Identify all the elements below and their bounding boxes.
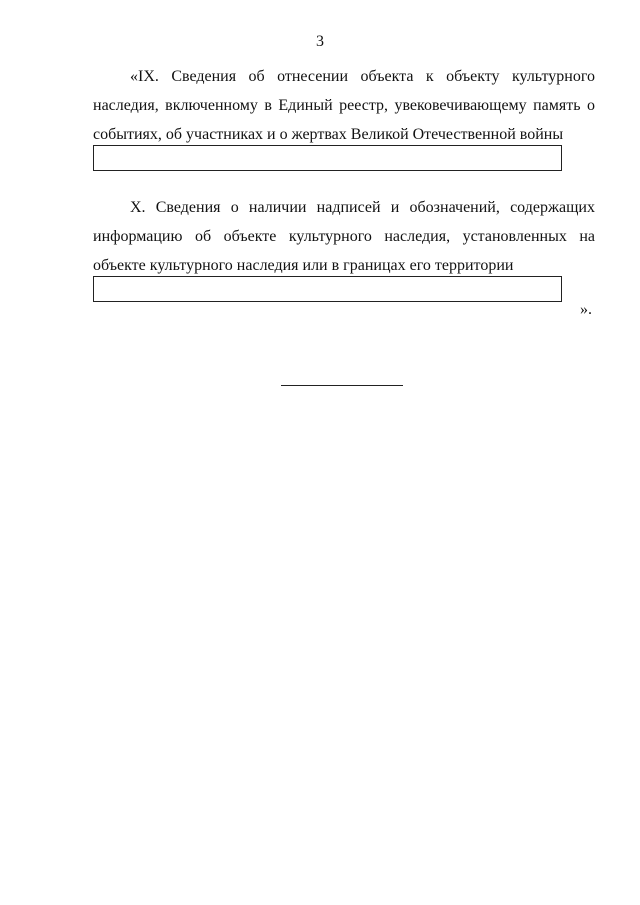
section-9-heading: «IX. Сведения об отнесении объекта к объекту культурного наследия, включенному в Единый реестр, увековечивающему память о событиях, об участниках и о жертвах Великой Отечественной войны [93, 68, 595, 143]
closing-quote: ». [580, 301, 592, 318]
section-9-field[interactable] [93, 145, 562, 171]
section-10-heading: X. Сведения о наличии надписей и обозначений, содержащих информацию об объекте культурного наследия, установленных на объекте культурного наследия или в границах его территории [93, 199, 595, 274]
section-10-field[interactable] [93, 276, 562, 302]
page-number: 3 [316, 33, 324, 50]
end-divider [281, 385, 403, 386]
